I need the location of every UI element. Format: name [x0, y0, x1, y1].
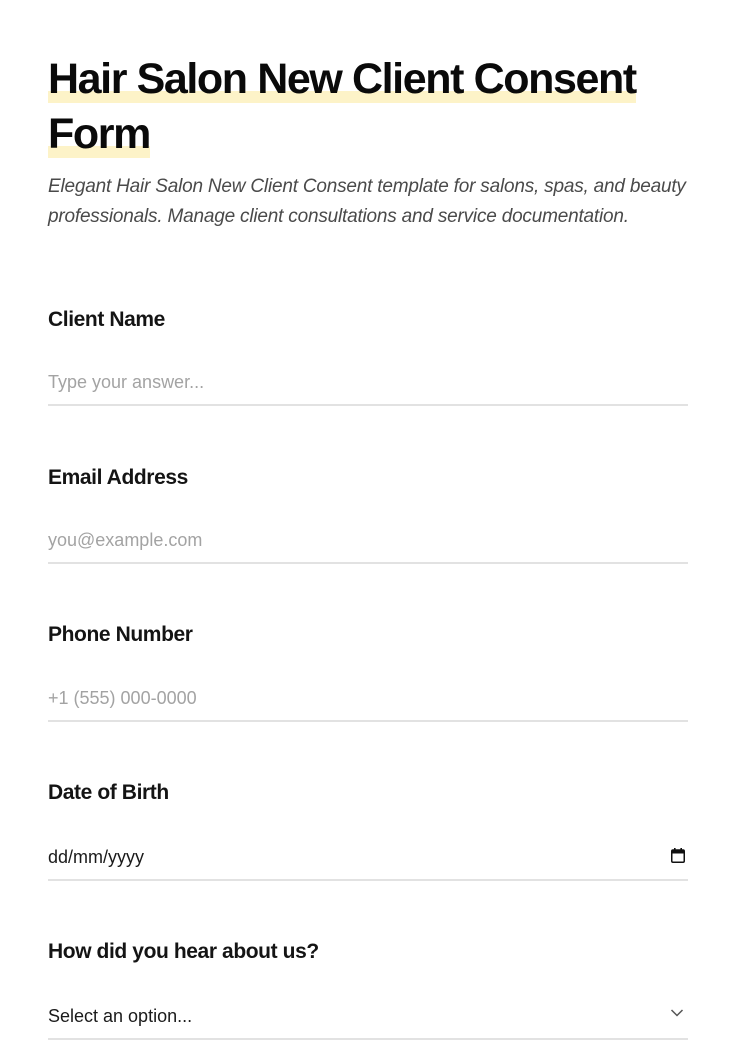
field-date-of-birth: [48, 779, 688, 881]
email-input[interactable]: [48, 518, 688, 564]
date-of-birth-value: dd/mm/yyyy: [48, 847, 145, 867]
field-phone: [48, 621, 688, 722]
phone-label: Phone Number: [48, 623, 193, 646]
page-title-text: Hair Salon New Client Consent Form: [48, 55, 636, 158]
chevron-down-icon: [670, 1008, 684, 1018]
field-referral-source: [48, 938, 688, 1040]
page-title: [48, 52, 688, 162]
referral-source-selected: Select an option...: [48, 1006, 193, 1026]
phone-input[interactable]: [48, 676, 688, 722]
field-client-name: [48, 306, 688, 406]
date-of-birth-label: Date of Birth: [48, 781, 169, 804]
date-of-birth-input[interactable]: [48, 835, 688, 881]
client-name-label: Client Name: [48, 308, 165, 331]
calendar-icon[interactable]: [671, 848, 685, 863]
field-email: [48, 464, 688, 564]
client-name-input[interactable]: [48, 360, 688, 406]
referral-source-select[interactable]: [48, 994, 688, 1040]
form-description: Elegant Hair Salon New Client Consent template for salons, spas, and beauty professionals. Manage client consultations and service documentation.: [48, 176, 686, 227]
referral-source-label: How did you hear about us?: [48, 940, 319, 963]
email-label: Email Address: [48, 466, 188, 489]
consent-form: [48, 0, 688, 1026]
